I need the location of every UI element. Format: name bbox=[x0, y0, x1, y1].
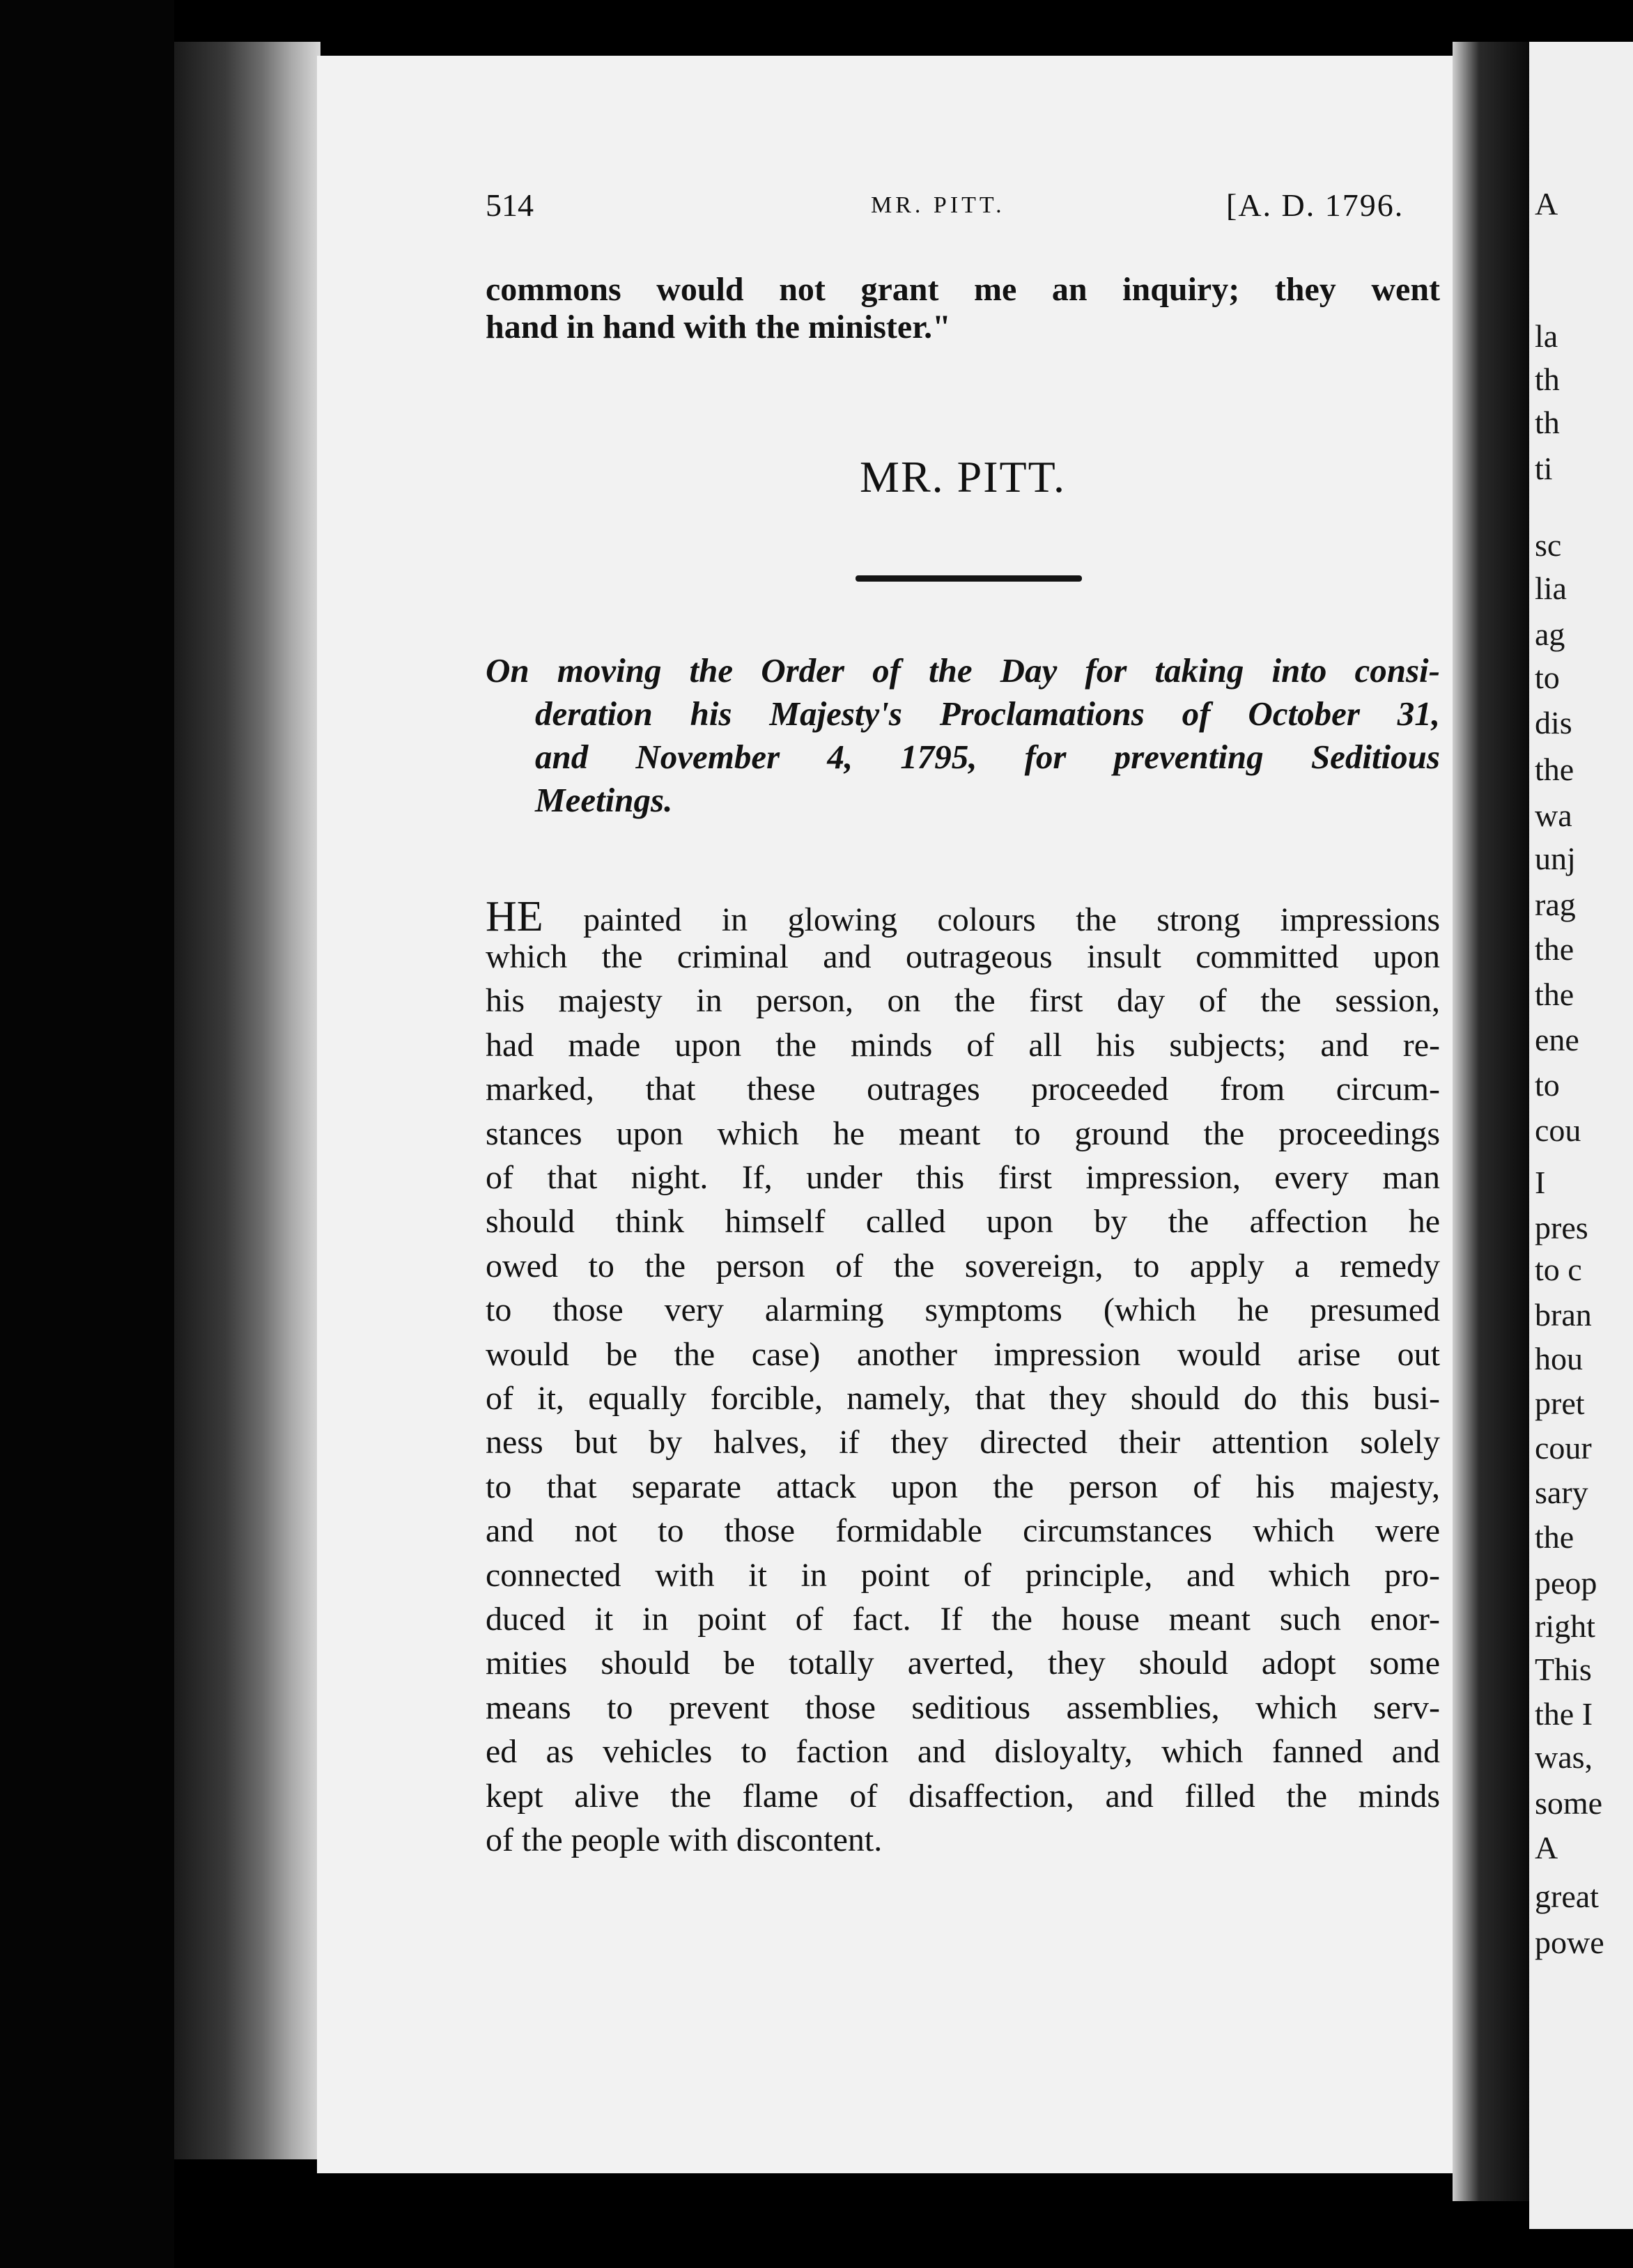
body-line: means to prevent those seditious assemblies, which serv- bbox=[486, 1689, 1440, 1726]
right-page-text-fragment: sc bbox=[1535, 527, 1562, 563]
body-line: connected with it in point of principle, and which pro- bbox=[486, 1557, 1440, 1594]
right-page-text-fragment: ene bbox=[1535, 1022, 1579, 1057]
running-date: [A. D. 1796. bbox=[1226, 187, 1404, 223]
right-page-text-fragment: powe bbox=[1535, 1925, 1604, 1960]
body-line: owed to the person of the sovereign, to apply a remedy bbox=[486, 1248, 1440, 1284]
right-page-text-fragment: ti bbox=[1535, 451, 1553, 486]
heading-line: Meetings. bbox=[535, 781, 673, 819]
body-line: stances upon which he meant to ground the proceedings bbox=[486, 1115, 1440, 1152]
right-page-text-fragment: This bbox=[1535, 1652, 1592, 1687]
body-line: ness but by halves, if they directed their attention solely bbox=[486, 1424, 1440, 1461]
body-line: kept alive the flame of disaffection, and filled the minds bbox=[486, 1778, 1440, 1815]
body-line: and not to those formidable circumstances which were bbox=[486, 1512, 1440, 1549]
right-page-text-fragment: cou bbox=[1535, 1112, 1581, 1148]
right-page-text-fragment: lia bbox=[1535, 570, 1567, 606]
right-page-text-fragment: the bbox=[1535, 752, 1574, 787]
right-page-text-fragment: ag bbox=[1535, 616, 1565, 652]
right-page-text-fragment: the bbox=[1535, 931, 1574, 967]
body-first-line-text: painted in glowing colours the strong impressions bbox=[583, 901, 1441, 938]
body-line: of that night. If, under this first impression, every man bbox=[486, 1159, 1440, 1196]
right-page-text-fragment: to bbox=[1535, 1067, 1560, 1103]
right-page-text-fragment: the bbox=[1535, 1519, 1574, 1555]
right-page-text-fragment: th bbox=[1535, 362, 1560, 397]
right-page-text-fragment: cour bbox=[1535, 1430, 1592, 1466]
right-page-text-fragment: dis bbox=[1535, 705, 1572, 740]
body-line: of the people with discontent. bbox=[486, 1822, 883, 1858]
right-page-text-fragment: th bbox=[1535, 405, 1560, 440]
right-page-text-fragment: bran bbox=[1535, 1297, 1592, 1333]
page-number: 514 bbox=[486, 187, 534, 223]
right-page-text-fragment: to c bbox=[1535, 1252, 1582, 1287]
heading-line: deration his Majesty's Proclamations of October 31, bbox=[535, 694, 1440, 733]
body-line: duced it in point of fact. If the house meant such enor- bbox=[486, 1601, 1440, 1638]
body-line: his majesty in person, on the first day of the session, bbox=[486, 982, 1440, 1019]
right-page-text-fragment: wa bbox=[1535, 798, 1572, 833]
body-line: to those very alarming symptoms (which he presumed bbox=[486, 1291, 1440, 1328]
scan-border-left bbox=[0, 0, 174, 2268]
right-page-text-fragment: I bbox=[1535, 1165, 1546, 1200]
right-page-fragment bbox=[1529, 42, 1633, 2229]
heading-line: and November 4, 1795, for preventing Seditious bbox=[535, 738, 1440, 776]
body-line: to that separate attack upon the person of his majesty, bbox=[486, 1468, 1440, 1505]
body-first-line bbox=[486, 895, 1440, 938]
right-page-text-fragment: peop bbox=[1535, 1565, 1597, 1601]
carryover-line: commons would not grant me an inquiry; they went bbox=[486, 271, 1440, 308]
body-line: of it, equally forcible, namely, that they should do this busi- bbox=[486, 1380, 1440, 1417]
right-page-text-fragment: A bbox=[1535, 186, 1558, 222]
right-page-text-fragment: some bbox=[1535, 1785, 1603, 1821]
section-title: MR. PITT. bbox=[860, 452, 1066, 502]
right-page-text-fragment: the bbox=[1535, 977, 1574, 1012]
right-page-text-fragment: rag bbox=[1535, 887, 1576, 922]
title-rule bbox=[856, 575, 1082, 582]
body-line: marked, that these outrages proceeded from circum- bbox=[486, 1071, 1440, 1108]
right-page-text-fragment: hou bbox=[1535, 1341, 1583, 1376]
page-fold-shadow bbox=[1453, 42, 1529, 2201]
body-line: should think himself called upon by the affection he bbox=[486, 1203, 1440, 1240]
right-page-text-fragment: la bbox=[1535, 318, 1558, 354]
body-line: had made upon the minds of all his subjects; and re- bbox=[486, 1027, 1440, 1064]
body-line: which the criminal and outrageous insult committed upon bbox=[486, 938, 1440, 975]
running-title: MR. PITT. bbox=[871, 192, 1005, 218]
dropcap: HE bbox=[486, 893, 543, 940]
right-page-text-fragment: pres bbox=[1535, 1210, 1588, 1245]
running-head bbox=[0, 187, 1633, 228]
heading-line: On moving the Order of the Day for taking into consi- bbox=[486, 651, 1440, 690]
right-page-text-fragment: right bbox=[1535, 1608, 1595, 1644]
right-page-text-fragment: pret bbox=[1535, 1385, 1585, 1421]
right-page-text-fragment: great bbox=[1535, 1879, 1599, 1914]
carryover-line: hand in hand with the minister." bbox=[486, 309, 951, 345]
body-line: ed as vehicles to faction and disloyalty, which fanned and bbox=[486, 1733, 1440, 1770]
body-line: mities should be totally averted, they should adopt some bbox=[486, 1645, 1440, 1681]
right-page-text-fragment: was, bbox=[1535, 1739, 1593, 1775]
page-gutter bbox=[174, 42, 320, 2159]
right-page-text-fragment: the I bbox=[1535, 1696, 1593, 1732]
right-page-text-fragment: unj bbox=[1535, 841, 1576, 876]
right-page-text-fragment: to bbox=[1535, 660, 1560, 695]
body-line: would be the case) another impression would arise out bbox=[486, 1336, 1440, 1373]
right-page-text-fragment: A bbox=[1535, 1830, 1558, 1865]
right-page-text-fragment: sary bbox=[1535, 1475, 1588, 1510]
